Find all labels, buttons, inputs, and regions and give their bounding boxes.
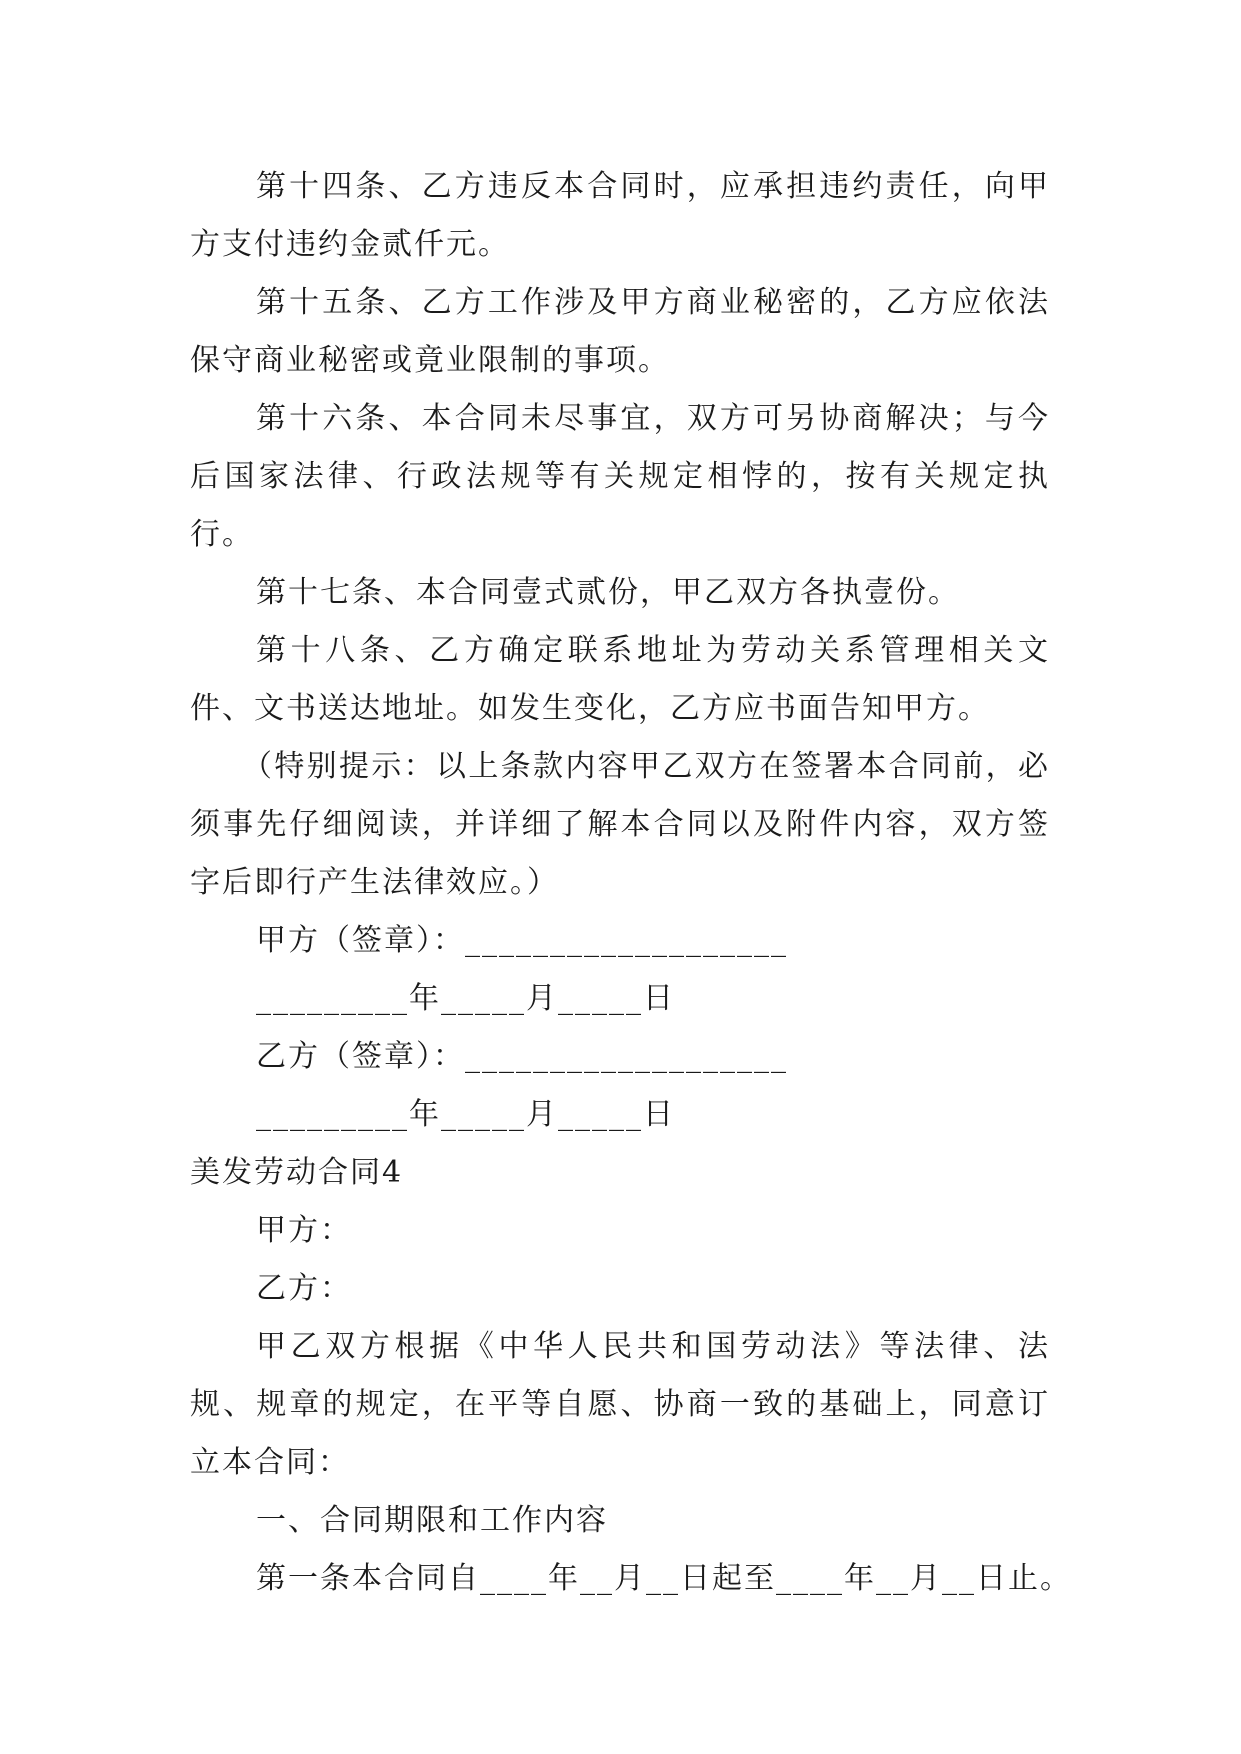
party-b-date-line: _________年_____月_____日: [256, 1097, 675, 1132]
article-14: 第十四条、乙方违反本合同时，应承担违约责任，向甲方支付违约金贰仟元。: [190, 169, 1050, 262]
article-17: 第十七条、本合同壹式贰份，甲乙双方各执壹份。: [256, 575, 960, 610]
chapter-heading: 一、合同期限和工作内容: [256, 1503, 608, 1538]
party-a-label: 甲方：: [256, 1213, 352, 1248]
preamble: 甲乙双方根据《中华人民共和国劳动法》等法律、法规、规章的规定，在平等自愿、协商一致的基础上，同意订立本合同：: [190, 1329, 1050, 1480]
section-title: 美发劳动合同4: [190, 1155, 404, 1190]
article-1: 第一条本合同自____年__月__日起至____年__月__日止。: [256, 1561, 1072, 1596]
party-a-date-line: _________年_____月_____日: [256, 981, 675, 1016]
document-body: [190, 158, 1072, 1608]
article-15: 第十五条、乙方工作涉及甲方商业秘密的，乙方应依法保守商业秘密或竟业限制的事项。: [190, 285, 1050, 378]
article-18: 第十八条、乙方确定联系地址为劳动关系管理相关文件、文书送达地址。如发生变化，乙方应书面告知甲方。: [190, 633, 1050, 726]
party-b-label: 乙方：: [256, 1271, 352, 1306]
party-a-signature-line: 甲方（签章）：___________________: [256, 923, 788, 958]
article-16: 第十六条、本合同未尽事宜，双方可另协商解决；与今后国家法律、行政法规等有关规定相悖的，按有关规定执行。: [190, 401, 1050, 552]
party-b-signature-line: 乙方（签章）：___________________: [256, 1039, 788, 1074]
special-notice: （特别提示：以上条款内容甲乙双方在签署本合同前，必须事先仔细阅读，并详细了解本合同以及附件内容，双方签字后即行产生法律效应。）: [190, 749, 1050, 900]
